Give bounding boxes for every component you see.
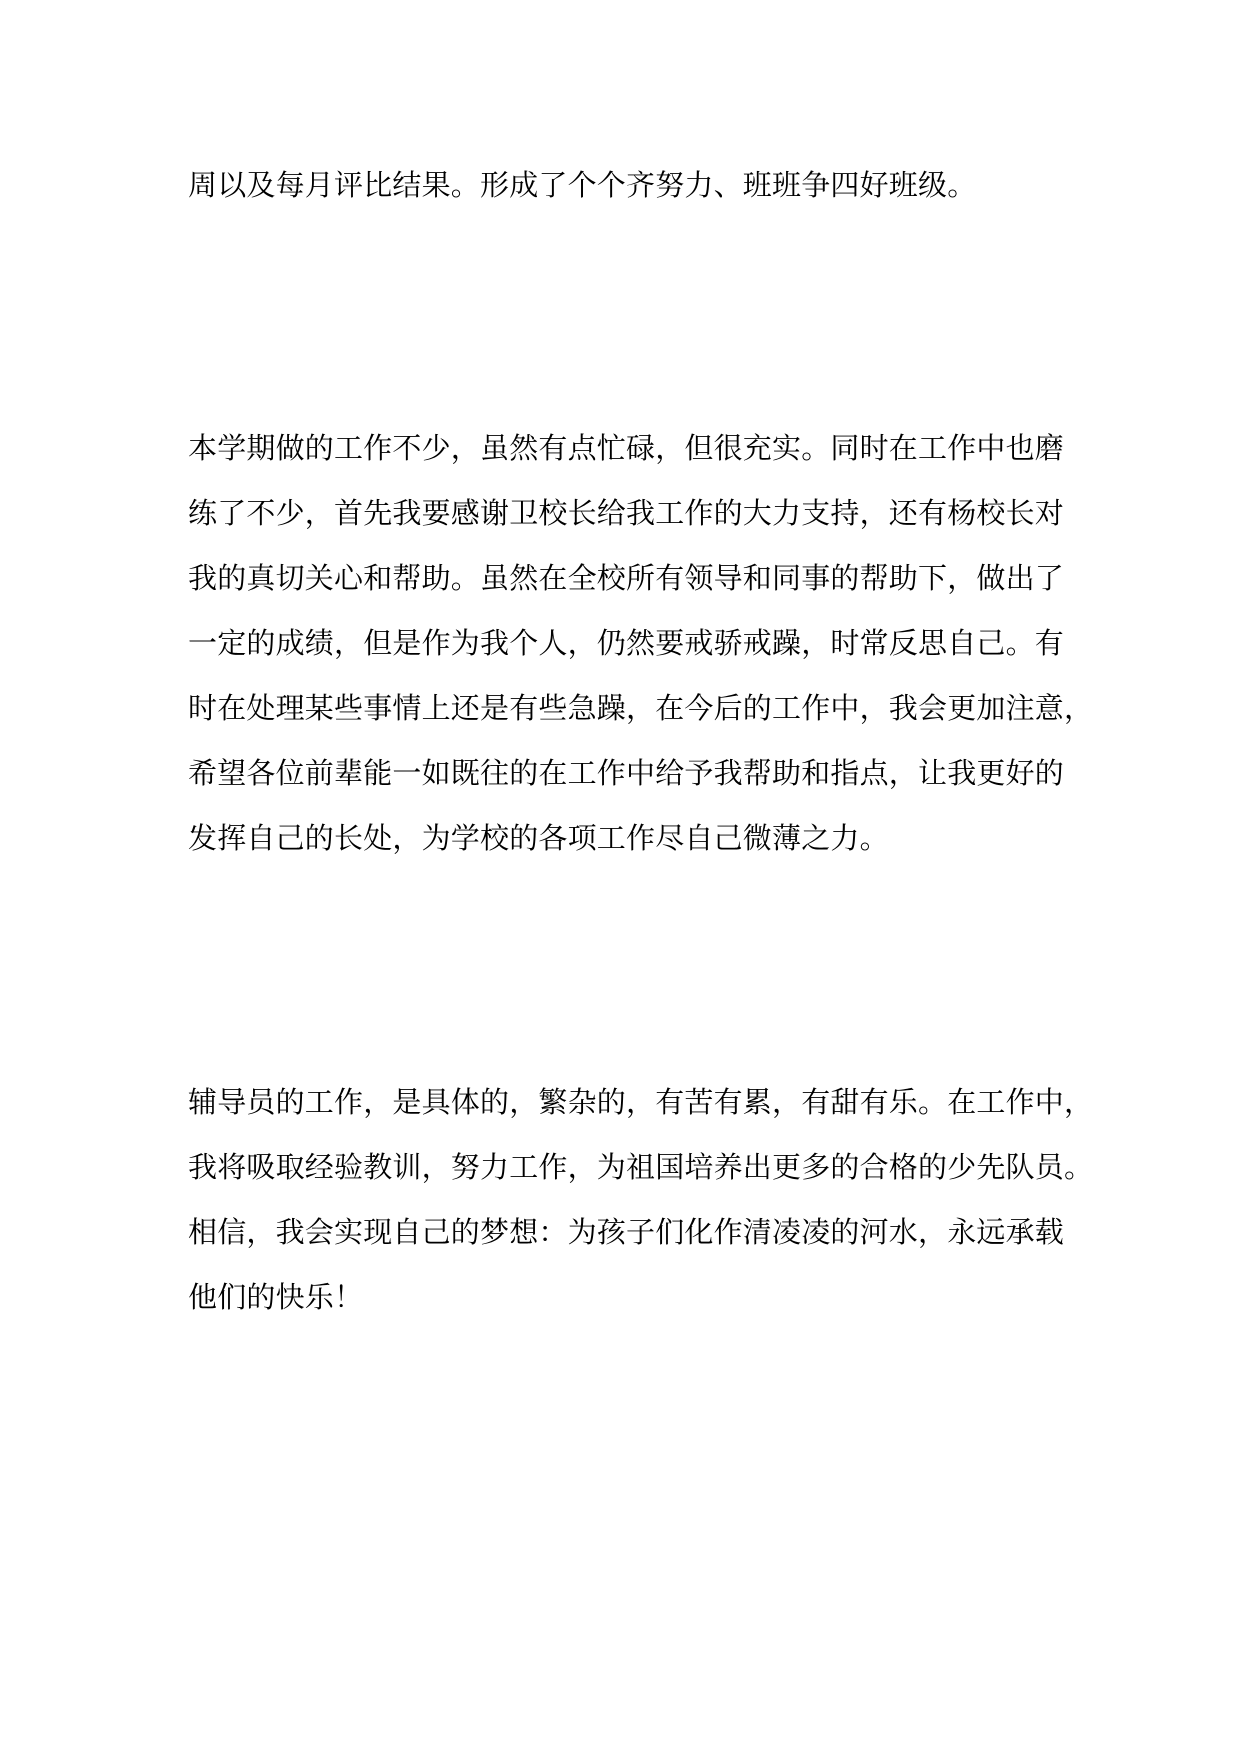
text-line: 辅导员的工作，是具体的，繁杂的，有苦有累，有甜有乐。在工作中， (188, 1085, 1094, 1119)
text-line: 发挥自己的长处，为学校的各项工作尽自己微薄之力。 (188, 821, 889, 855)
text-line: 时在处理某些事情上还是有些急躁，在今后的工作中，我会更加注意， (188, 691, 1094, 725)
text-line: 他们的快乐！ (188, 1280, 364, 1314)
paragraph-counselor-work (188, 1070, 1094, 1330)
text-line: 一定的成绩，但是作为我个人，仍然要戒骄戒躁，时常反思自己。有 (188, 626, 1065, 660)
text-line: 希望各位前辈能一如既往的在工作中给予我帮助和指点，让我更好的 (188, 756, 1065, 790)
paragraph-semester-reflection (188, 416, 1094, 871)
text-line: 相信，我会实现自己的梦想：为孩子们化作清凌凌的河水，永远承载 (188, 1215, 1065, 1249)
text-line: 我的真切关心和帮助。虽然在全校所有领导和同事的帮助下，做出了 (188, 561, 1065, 595)
text-line: 我将吸取经验教训，努力工作，为祖国培养出更多的合格的少先队员。 (188, 1150, 1094, 1184)
text-line: 本学期做的工作不少，虽然有点忙碌，但很充实。同时在工作中也磨 (188, 431, 1065, 465)
paragraph-ranking-results (188, 153, 1068, 218)
text-line: 周以及每月评比结果。形成了个个齐努力、班班争四好班级。 (188, 168, 977, 202)
text-line: 练了不少，首先我要感谢卫校长给我工作的大力支持，还有杨校长对 (188, 496, 1065, 530)
